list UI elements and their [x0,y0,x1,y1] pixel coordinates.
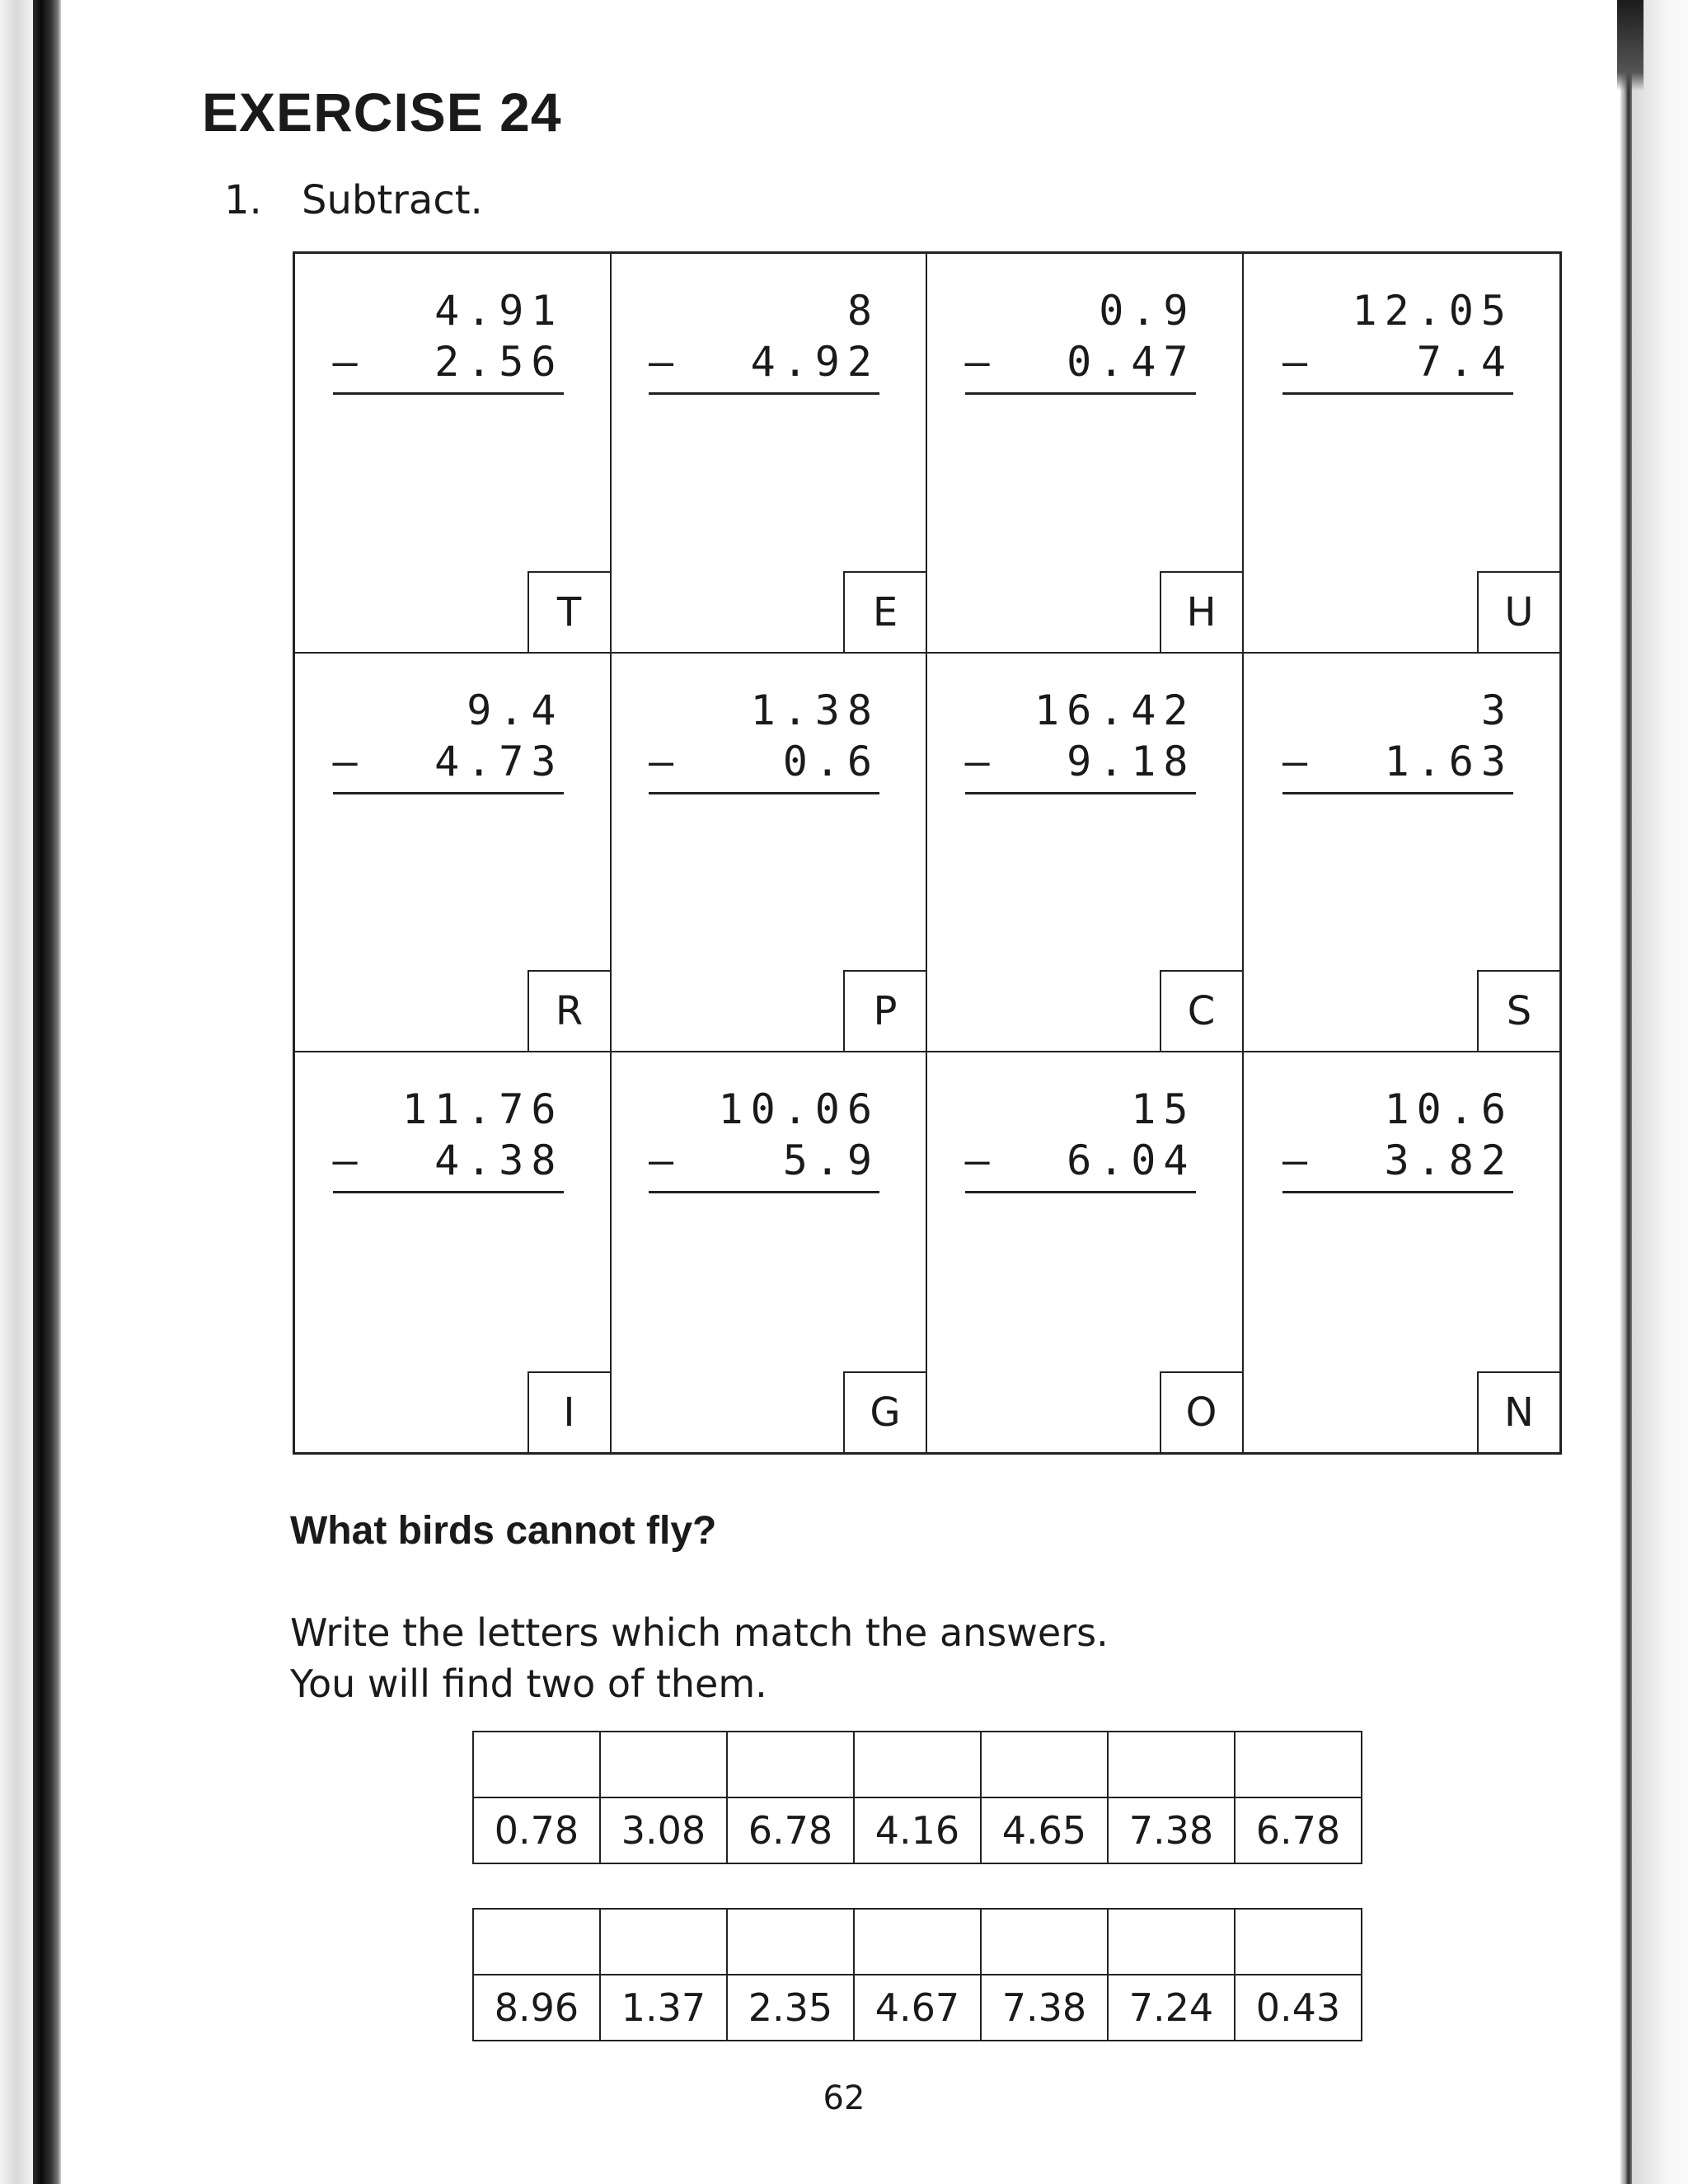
letter-box: C [1160,970,1242,1051]
binding-shadow-right [1620,0,1632,2184]
letter-answer-box[interactable] [727,1909,854,1975]
problem-cell [612,254,928,654]
answer-line [1282,1191,1513,1193]
subtrahend-row [333,336,564,387]
value-row [473,1797,1362,1863]
minus-sign: – [1282,338,1315,386]
problem-cell [1244,1052,1560,1452]
minus-sign: – [1282,737,1315,785]
answer-line [649,792,879,794]
subtraction-problem [649,1084,879,1193]
subtrahend: 3.82 [1384,1137,1513,1185]
answer-line [333,392,564,395]
problem-cell [1244,254,1560,654]
subtrahend: 9.18 [1067,737,1196,785]
subtraction-problem [649,285,879,395]
answer-value: 3.08 [600,1797,727,1863]
letter-box: R [528,970,610,1051]
minus-sign: – [649,737,682,785]
subtrahend: 4.92 [750,338,879,386]
answer-line [333,792,564,794]
problem-cell [927,1052,1244,1452]
problem-cell [295,1052,612,1452]
minuend: 12.05 [1352,287,1513,335]
letter-answer-box[interactable] [981,1732,1108,1797]
subtrahend-row [333,1135,564,1186]
subtrahend: 2.56 [434,338,564,386]
minus-sign: – [1282,1137,1315,1185]
instruction-line: You will find two of them. [290,1661,767,1706]
answer-value: 4.16 [854,1797,981,1863]
question-number: 1. [224,177,262,223]
letter-box: S [1477,970,1559,1051]
answer-value: 7.24 [1108,1975,1235,2041]
subtraction-problem [649,685,879,794]
minus-sign: – [332,338,365,386]
letter-row [473,1732,1362,1797]
subtrahend: 0.6 [782,737,879,785]
riddle-question: What birds cannot fly? [290,1509,717,1553]
page-edge-right [1632,0,1688,2184]
subtraction-problem [965,285,1196,395]
letter-box: I [528,1371,610,1452]
letter-box: G [843,1371,926,1452]
letter-answer-box[interactable] [473,1732,600,1797]
subtrahend-row [649,1135,879,1186]
answer-value: 6.78 [1235,1797,1362,1863]
letter-answer-box[interactable] [854,1732,981,1797]
answer-line [965,392,1196,395]
letter-answer-box[interactable] [981,1909,1108,1975]
page-number: 62 [823,2079,865,2117]
subtrahend: 4.73 [434,737,564,785]
letter-box: O [1160,1371,1242,1452]
letter-box: E [843,571,926,652]
minuend: 1.38 [750,686,879,734]
letter-answer-box[interactable] [473,1909,600,1975]
answer-line [649,392,879,395]
answer-line [965,792,1196,794]
minuend: 11.76 [401,1085,564,1134]
problem-cell [295,254,612,654]
letter-answer-box[interactable] [854,1909,981,1975]
letter-row [473,1909,1362,1975]
problem-cell [612,1052,928,1452]
letter-answer-box[interactable] [1235,1732,1362,1797]
answer-value: 7.38 [1108,1797,1235,1863]
answer-value: 0.78 [473,1797,600,1863]
minus-sign: – [649,338,682,386]
letter-answer-box[interactable] [727,1732,854,1797]
letter-box: P [843,970,926,1051]
instruction-line: Write the letters which match the answers. [290,1610,1109,1655]
minuend: 3 [1480,686,1513,734]
letter-answer-box[interactable] [600,1909,727,1975]
page-edge-left [0,0,33,2184]
subtrahend: 5.9 [782,1137,879,1185]
minus-sign: – [332,737,365,785]
minuend: 10.06 [718,1085,879,1134]
problem-cell [927,654,1244,1053]
letter-answer-box[interactable] [1108,1732,1235,1797]
answer-value: 4.65 [981,1797,1108,1863]
answer-line [1282,392,1513,395]
subtraction-grid [293,251,1562,1455]
problem-cell [612,654,928,1053]
question-instruction: Subtract. [302,177,483,223]
subtraction-problem [965,1084,1196,1193]
minus-sign: – [964,737,997,785]
subtrahend-row [965,336,1196,387]
subtrahend: 4.38 [434,1137,564,1185]
minuend: 4.91 [434,287,564,335]
minus-sign: – [964,1137,997,1185]
subtraction-problem [1282,1084,1513,1193]
subtrahend: 1.63 [1384,737,1513,785]
answer-line [333,1191,564,1193]
answer-value: 0.43 [1235,1975,1362,2041]
page-title: EXERCISE 24 [202,82,562,143]
subtraction-problem [1282,685,1513,794]
minuend: 9.4 [467,686,564,734]
answer-value: 1.37 [600,1975,727,2041]
subtrahend-row [1282,336,1513,387]
answer-line [649,1191,879,1193]
letter-box: H [1160,571,1242,652]
minus-sign: – [332,1137,365,1185]
answer-value: 8.96 [473,1975,600,2041]
answer-value: 6.78 [727,1797,854,1863]
answer-value: 7.38 [981,1975,1108,2041]
subtrahend-row [333,736,564,787]
subtrahend-row [965,736,1196,787]
minuend: 10.6 [1384,1085,1513,1134]
subtrahend: 6.04 [1067,1137,1196,1185]
letter-box: N [1477,1371,1559,1452]
answer-line [965,1191,1196,1193]
letter-box: T [528,571,610,652]
answer-line [1282,792,1513,794]
subtrahend-row [965,1135,1196,1186]
minuend: 16.42 [1034,686,1196,734]
subtraction-problem [1282,285,1513,395]
answer-table-2 [472,1908,1362,2041]
problem-cell [295,654,612,1053]
subtrahend: 0.47 [1067,338,1196,386]
letter-box: U [1477,571,1559,652]
subtrahend-row [649,336,879,387]
problem-cell [1244,654,1560,1053]
minus-sign: – [649,1137,682,1185]
subtrahend-row [649,736,879,787]
answer-table-1 [472,1731,1362,1864]
minuend: 0.9 [1099,287,1196,335]
subtrahend: 7.4 [1416,338,1513,386]
binding-shadow-cap [1617,0,1643,91]
subtraction-problem [333,1084,564,1193]
subtraction-problem [333,685,564,794]
subtrahend-row [1282,1135,1513,1186]
letter-answer-box[interactable] [1235,1909,1362,1975]
subtrahend-row [1282,736,1513,787]
minuend: 8 [846,287,879,335]
problem-cell [927,254,1244,654]
value-row [473,1975,1362,2041]
subtraction-problem [965,685,1196,794]
answer-value: 2.35 [727,1975,854,2041]
letter-answer-box[interactable] [600,1732,727,1797]
minus-sign: – [964,338,997,386]
subtraction-problem [333,285,564,395]
answer-value: 4.67 [854,1975,981,2041]
riddle-instructions [290,1607,1109,1709]
letter-answer-box[interactable] [1108,1909,1235,1975]
binding-shadow [33,0,61,2184]
minuend: 15 [1131,1085,1196,1134]
